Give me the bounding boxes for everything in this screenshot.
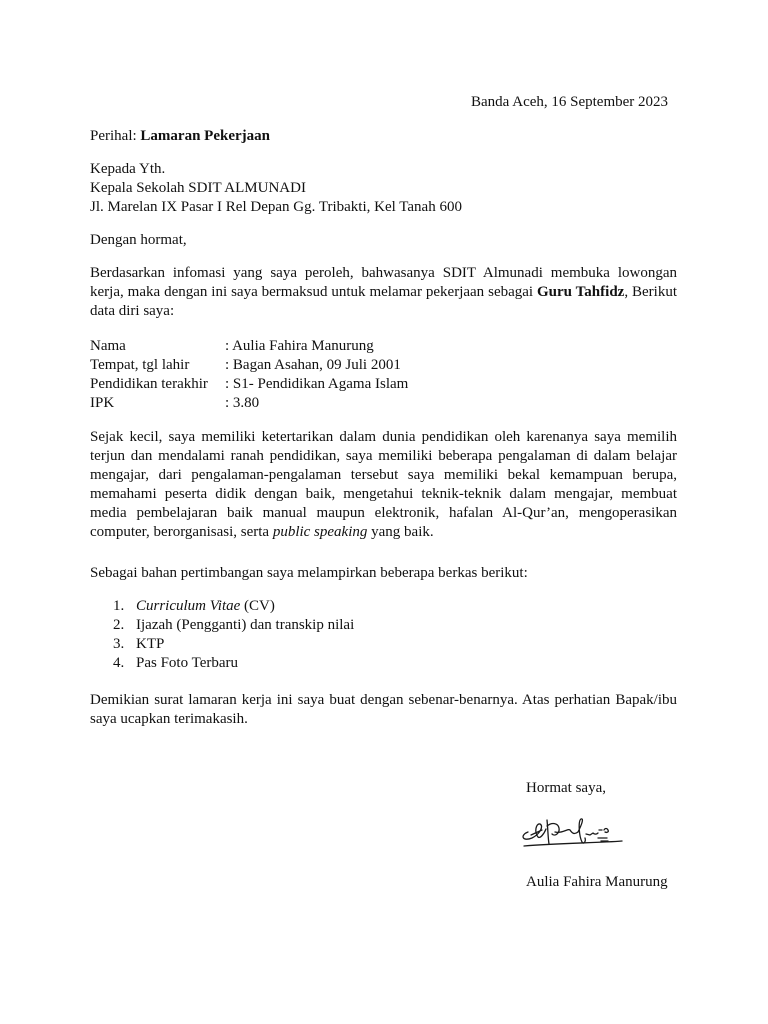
list-plain: Pas Foto Terbaru <box>136 655 238 671</box>
recipient-line: Kepala Sekolah SDIT ALMUNADI <box>90 180 306 196</box>
recipient-block <box>90 160 462 217</box>
data-label: Pendidikan terakhir <box>90 376 208 392</box>
closing-paragraph: Demikian surat lamaran kerja ini saya buat dengan sebenar-benarnya. Atas perhatian Bapak/ibu saya ucapkan terimakasih. <box>90 692 677 727</box>
subject-title: Lamaran Pekerjaan <box>140 128 270 144</box>
experience-text-end: yang baik. <box>367 524 434 540</box>
data-value: : 3.80 <box>225 395 260 411</box>
data-label: Tempat, tgl lahir <box>90 357 190 373</box>
recipient-line: Jl. Marelan IX Pasar I Rel Depan Gg. Tribakti, Kel Tanah 600 <box>90 199 462 215</box>
personal-data-table <box>90 337 408 413</box>
list-plain: KTP <box>136 636 165 652</box>
attachments-list <box>113 597 354 673</box>
data-row <box>90 375 408 394</box>
list-number: 4. <box>113 655 125 671</box>
letter-subject <box>90 127 270 146</box>
list-number: 1. <box>113 598 125 614</box>
signature-image <box>518 808 633 858</box>
closing-salutation: Hormat saya, <box>526 780 606 796</box>
intro-text: Berdasarkan infomasi yang saya peroleh, bahwasanya SDIT Almunadi membuka lowongan kerja, maka dengan ini saya bermaksud untuk melamar pekerjaan sebagai <box>90 265 677 300</box>
data-value: : Bagan Asahan, 09 Juli 2001 <box>225 357 401 373</box>
list-number: 3. <box>113 636 125 652</box>
list-item <box>113 654 354 673</box>
signer-name: Aulia Fahira Manurung <box>526 874 668 890</box>
data-row <box>90 394 408 413</box>
greeting: Dengan hormat, <box>90 232 187 248</box>
attachments-intro: Sebagai bahan pertimbangan saya melampirkan beberapa berkas berikut: <box>90 565 528 581</box>
list-text <box>136 654 238 673</box>
list-plain: Ijazah (Pengganti) dan transkip nilai <box>136 617 355 633</box>
experience-text: Sejak kecil, saya memiliki ketertarikan dalam dunia pendidikan oleh karenanya saya memilih terjun dan mendalami ranah pendidikan, saya memiliki beberapa pengalaman di dalam belajar mengajar, dari pengalaman-pengalaman tersebut saya memiliki bekal kemampuan berupa, memahami peserta didik dengan baik, mengetahui teknik-teknik dalam mengajar, membuat media pembelajaran baik manual maupun elektronik, hafalan Al-Qur’an, mengoperasikan computer, berorganisasi, serta <box>90 429 677 540</box>
list-item <box>113 635 354 654</box>
data-row <box>90 337 408 356</box>
data-label: Nama <box>90 338 126 354</box>
position-title: Guru Tahfidz <box>537 284 625 300</box>
list-text <box>136 597 275 616</box>
list-text <box>136 635 164 654</box>
list-number: 2. <box>113 617 125 633</box>
data-label: IPK <box>90 395 115 411</box>
data-value: : Aulia Fahira Manurung <box>225 338 374 354</box>
experience-italic: public speaking <box>272 524 368 540</box>
list-item <box>113 616 354 635</box>
data-row <box>90 356 408 375</box>
intro-text-end: , Berikut data diri saya: <box>90 284 677 319</box>
list-item <box>113 597 354 616</box>
experience-paragraph <box>90 428 677 542</box>
list-text <box>136 616 354 635</box>
list-plain: (CV) <box>240 598 275 614</box>
recipient-line: Kepada Yth. <box>90 161 166 177</box>
intro-paragraph <box>90 264 677 321</box>
letter-date: Banda Aceh, 16 September 2023 <box>471 94 669 110</box>
data-value: : S1- Pendidikan Agama Islam <box>225 376 409 392</box>
subject-prefix: Perihal: <box>90 128 141 144</box>
list-italic: Curriculum Vitae <box>136 598 241 614</box>
